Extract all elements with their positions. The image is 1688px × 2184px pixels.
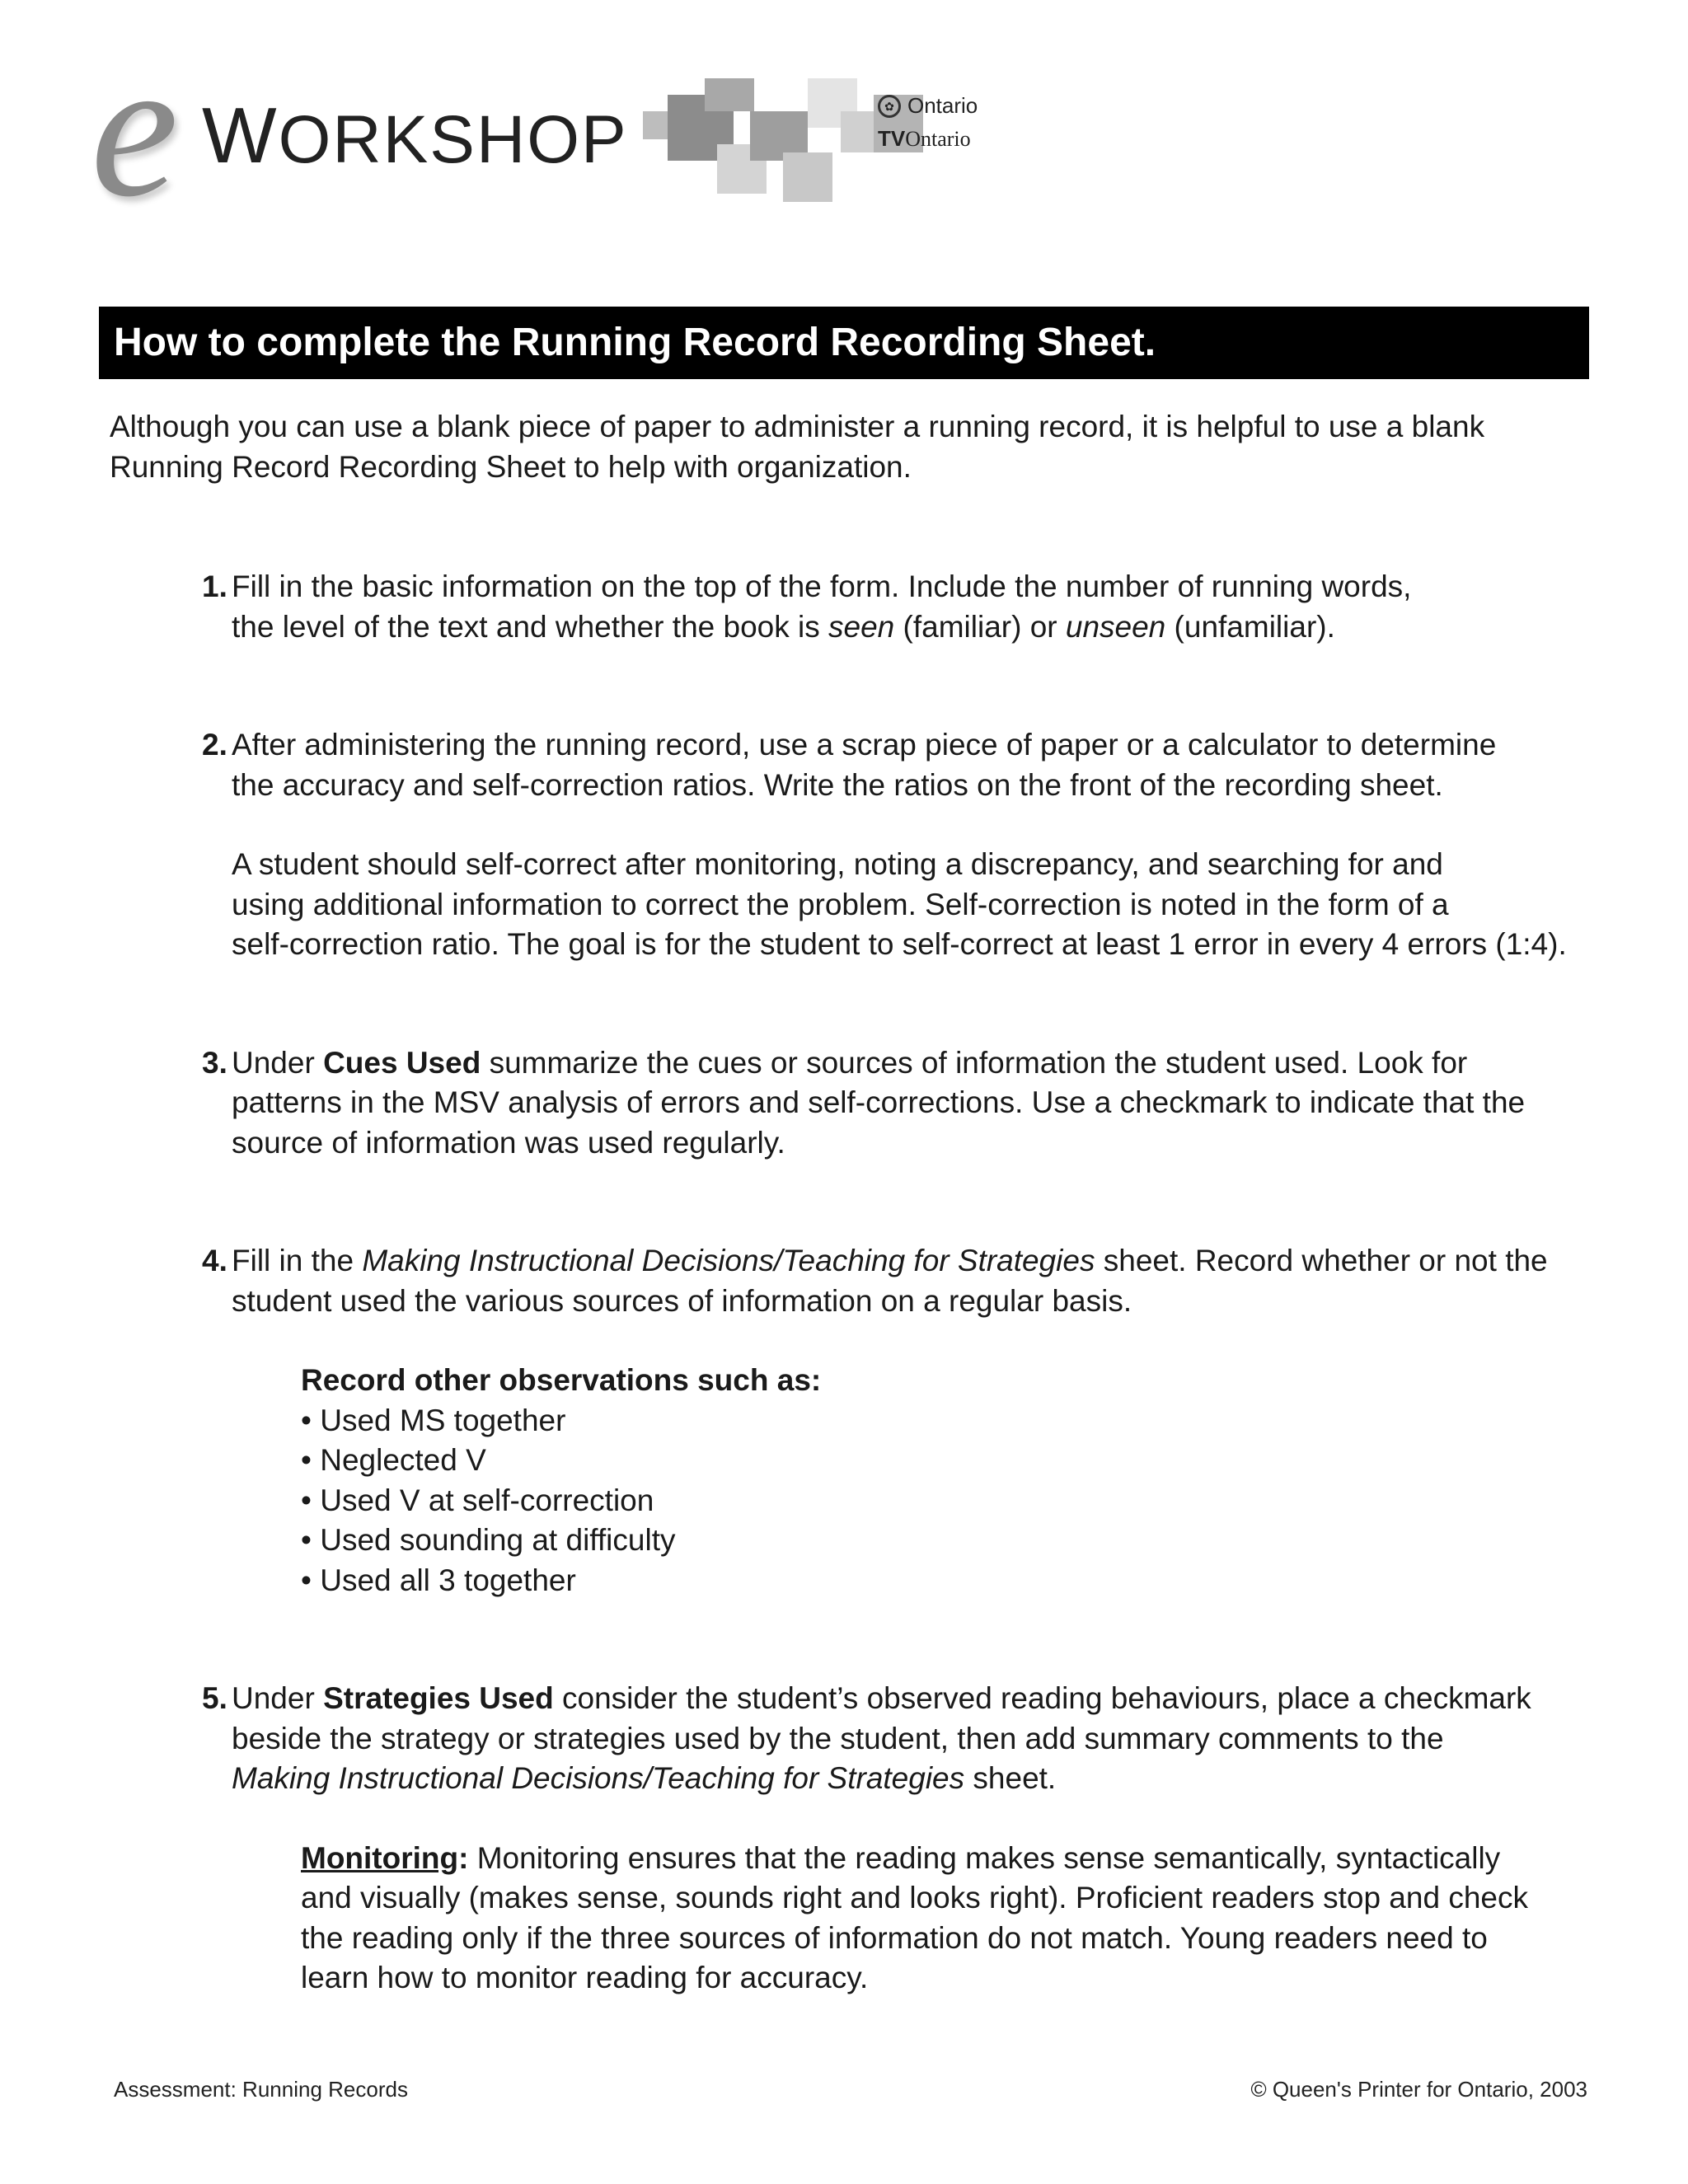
step-number: 3.	[202, 1045, 227, 1080]
step-4-text	[232, 1241, 1593, 1321]
step-4	[202, 1241, 1593, 1601]
step-5-line-1a: Under	[232, 1681, 324, 1715]
step-3	[202, 1043, 1593, 1164]
logo-initial: W	[202, 91, 279, 180]
step-2-paragraph-2	[232, 845, 1593, 965]
step-3-line-1b: summarize the cues or sources of information the student used. Look for	[481, 1045, 1468, 1080]
observations-heading: Record other observations such as:	[301, 1363, 822, 1397]
ontario-label	[878, 93, 978, 119]
step-2	[202, 725, 1593, 965]
monitoring-label: Monitoring	[301, 1840, 459, 1875]
intro-line-2: Running Record Recording Sheet to help with organization.	[110, 449, 912, 484]
seen-term: seen	[828, 609, 895, 644]
step-number: 1.	[202, 569, 227, 603]
list-item: • Used all 3 together	[301, 1563, 576, 1597]
step-1-line-2c: (unfamiliar).	[1165, 609, 1335, 644]
step-5-line-1b: consider the student’s observed reading behaviours, place a checkmark	[553, 1681, 1531, 1715]
document-body	[110, 407, 1593, 1999]
intro-paragraph	[110, 407, 1593, 487]
step-1-line-2b: (familiar) or	[894, 609, 1066, 644]
step-1-text	[232, 567, 1593, 647]
step-4-line-1a: Fill in the	[232, 1244, 363, 1277]
monitoring-line-1: Monitoring ensures that the reading makes sense semantically, syntactically	[468, 1840, 1501, 1875]
page-title: How to complete the Running Record Recording Sheet.	[99, 307, 1589, 379]
step-2-p2-line-3: self-correction ratio. The goal is for the student to self-correct at least 1 error in every 4 errors (1:4).	[232, 927, 1567, 961]
header	[91, 18, 1327, 237]
unseen-term: unseen	[1065, 609, 1166, 644]
step-number: 5.	[202, 1681, 227, 1715]
list-item: • Used V at self-correction	[301, 1483, 654, 1517]
ontario-trillium-icon: ✿	[878, 95, 901, 118]
footer-left: Assessment: Running Records	[114, 2077, 408, 2102]
step-3-line-2: patterns in the MSV analysis of errors and self-corrections. Use a checkmark to indicate that the	[232, 1085, 1526, 1119]
observations-block	[301, 1361, 1593, 1601]
eworkshop-logo-e: e	[91, 18, 179, 237]
step-2-line-2: the accuracy and self-correction ratios. Write the ratios on the front of the recording sheet.	[232, 767, 1443, 802]
sheet-name: Making Instructional Decisions/Teaching for Strategies	[232, 1761, 965, 1795]
step-number: 2.	[202, 728, 227, 762]
tvo-rest: Ontario	[905, 127, 971, 151]
step-1	[202, 567, 1593, 647]
logo-rest: ORKSHOP	[278, 102, 628, 177]
intro-line-1: Although you can use a blank piece of paper to administer a running record, it is helpful to use a blank	[110, 410, 1485, 443]
step-number: 4.	[202, 1244, 227, 1277]
monitoring-line-2: and visually (makes sense, sounds right and looks right). Proficient readers stop and check	[301, 1881, 1528, 1915]
step-2-line-1: After administering the running record, use a scrap piece of paper or a calculator to determine	[232, 728, 1497, 762]
eworkshop-logo-text	[202, 91, 628, 181]
step-4-line-1b: sheet. Record whether or not the	[1095, 1244, 1548, 1277]
monitoring-line-3: the reading only if the three sources of information do not match. Young readers need to	[301, 1920, 1488, 1955]
monitoring-colon: :	[458, 1840, 469, 1875]
monitoring-line-4: learn how to monitor reading for accuracy.	[301, 1961, 869, 1994]
monitoring-paragraph	[301, 1839, 1593, 1999]
step-1-line-2a: the level of the text and whether the book is	[232, 609, 829, 644]
step-3-text	[232, 1043, 1593, 1164]
tvo-bold: TV	[878, 126, 906, 151]
list-item: • Used MS together	[301, 1403, 566, 1437]
step-2-p2-line-2: using additional information to correct the problem. Self-correction is noted in the form of a	[232, 887, 1449, 921]
step-5-line-3b: sheet.	[964, 1761, 1057, 1795]
footer-right: © Queen's Printer for Ontario, 2003	[1250, 2077, 1587, 2102]
step-3-line-3: source of information was used regularly.	[232, 1125, 785, 1160]
step-2-text	[232, 725, 1593, 805]
cues-used-term: Cues Used	[323, 1045, 481, 1080]
list-item: • Neglected V	[301, 1443, 486, 1477]
step-2-p2-line-1: A student should self-correct after monitoring, noting a discrepancy, and searching for and	[232, 847, 1443, 881]
ontario-text: Ontario	[907, 93, 978, 118]
tvontario-logo	[878, 126, 971, 152]
list-item: • Used sounding at difficulty	[301, 1523, 676, 1557]
sheet-name: Making Instructional Decisions/Teaching for Strategies	[362, 1244, 1095, 1277]
step-5	[202, 1679, 1593, 1999]
step-5-text	[232, 1679, 1593, 1799]
step-3-line-1a: Under	[232, 1045, 324, 1080]
step-4-line-2: student used the various sources of information on a regular basis.	[232, 1283, 1132, 1318]
step-5-line-2: beside the strategy or strategies used by the student, then add summary comments to the	[232, 1721, 1444, 1755]
strategies-used-term: Strategies Used	[323, 1681, 554, 1715]
step-1-line-1: Fill in the basic information on the top of the form. Include the number of running words,	[232, 569, 1412, 603]
